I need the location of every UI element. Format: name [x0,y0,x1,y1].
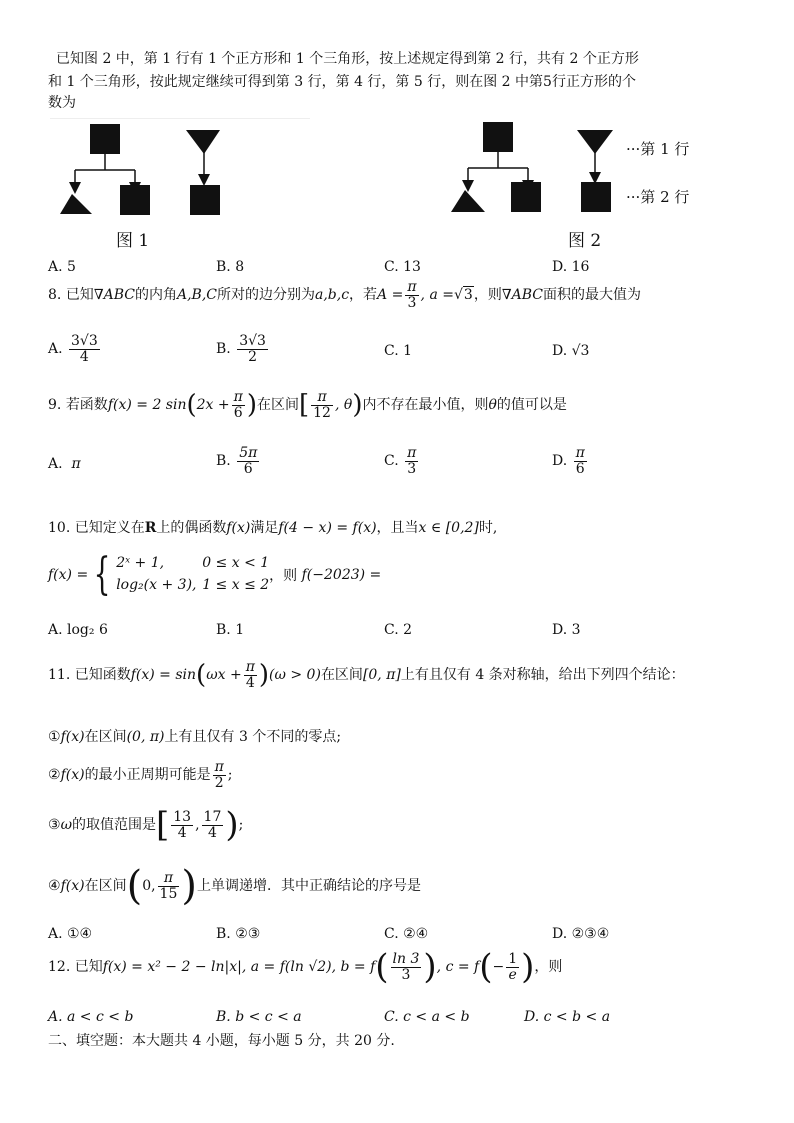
q9-option-a: A. π [48,456,81,472]
figure-1 [50,118,310,253]
q10-option-b: B. 1 [216,622,245,638]
q8-option-a: A. $\frac{3√3}{4}$ [48,333,98,365]
q8-option-d: D. √3 [552,343,590,359]
fig2-triangle-bottom [451,190,485,212]
fig2-row1-label: ···第 1 行 [626,140,690,158]
q12-option-d: D. c < b < a [524,1009,611,1025]
q8-option-c: C. 1 [384,343,413,359]
fig2-square-top [483,122,513,152]
q7-line-2: 和 1 个三角形，按此规定继续可得到第 3 行，第 4 行，第 5 行，则在图 2 中第5行正方形的个 [48,74,636,90]
q7-option-c: C. 13 [384,259,421,275]
q11-statement-3: ③ω的取值范围是[ $\frac{13}{4}$ , $\frac{17}{4}$ ); [48,805,244,845]
q10-option-c: C. 2 [384,622,413,638]
fig2-label: 图 2 [568,231,602,251]
fig1-square-right [190,185,220,215]
section-2-heading: 二、填空题：本大题共 4 小题，每小题 5 分，共 20 分. [48,1033,395,1049]
q9-stem: 9. 若函数f(x) = 2 sin(2x + $\frac{\pi}{6}$ )在区间[ $\frac{\pi}{12}$ , θ)内不存在最小值，则θ的值可以是 [48,389,567,421]
q11-option-d: D. ②③④ [552,926,610,942]
fig1-triangle-top [186,130,220,154]
q11-option-c: C. ②④ [384,926,429,942]
q12-option-b: B. b < c < a [216,1009,302,1025]
q11-statement-2: ②f(x)的最小正周期可能是 $\frac{\pi}{2}$ ; [48,759,233,791]
fig2-row2-label: ···第 2 行 [626,188,690,206]
q10-option-d: D. 3 [552,622,581,638]
q11-stem: 11. 已知函数f(x) = sin(ωx + $\frac{\pi}{4}$ )(ω > 0)在区间[0, π]上有且仅有 4 条对称轴，给出下列四个结论： [48,659,685,691]
q11-option-b: B. ②③ [216,926,261,942]
q11-statement-1: ①f(x)在区间(0, π)上有且仅有 3 个不同的零点; [48,729,342,745]
q7-option-a: A. 5 [48,259,76,275]
fig1-label: 图 1 [116,231,150,251]
fig2-square-right [581,182,611,212]
fig1-square-bottom [120,185,150,215]
q11-option-a: A. ①④ [48,926,93,942]
q9-option-d: D. $\frac{\pi}{6}$ [552,445,585,477]
q7-line-3: 数为 [48,95,76,111]
q9-option-c: C. $\frac{\pi}{3}$ [384,445,417,477]
fig1-triangle-bottom [60,194,92,214]
fig2-square-bottom [511,182,541,212]
q12-option-c: C. c < a < b [384,1009,470,1025]
q7-option-b: B. 8 [216,259,245,275]
q12-stem: 12. 已知f(x) = x² − 2 − ln|x|, a = f(ln √2), b = f( $\frac{\ln 3}{3}$ ), c = f(− $\frac{1}{e}$ )，则 [48,947,563,987]
q11-statement-4: ④f(x)在区间(0, $\frac{\pi}{15}$ )上单调递增．其中正确结论的序号是 [48,863,421,909]
q8-stem: 8. 已知∇ABC的内角A,B,C所对的边分别为a,b,c，若A = $\frac{\pi}{3}$ , a =√3，则∇ABC面积的最大值为 [48,279,641,311]
q10-piecewise: f(x) = { 2ˣ + 1, 0 ≤ x < 1 log₂(x + 3), 1 ≤ x ≤ 2，则 f(−2023) = [48,549,382,600]
q7-option-d: D. 16 [552,259,590,275]
q12-option-a: A. a < c < b [48,1009,134,1025]
q10-stem: 10. 已知定义在R上的偶函数f(x)满足f(4 − x) = f(x)，且当x ∈ [0,2]时, [48,520,498,536]
q8-option-b: B. $\frac{3√3}{2}$ [216,333,266,365]
figure-2 [445,118,615,218]
q7-line-1: 已知图 2 中，第 1 行有 1 个正方形和 1 个三角形，按上述规定得到第 2 行，共有 2 个正方形 [56,51,639,67]
q9-option-b: B. $\frac{5\pi}{6}$ [216,445,258,477]
fig1-square-top [90,124,120,154]
q10-option-a: A. log₂ 6 [48,622,108,638]
